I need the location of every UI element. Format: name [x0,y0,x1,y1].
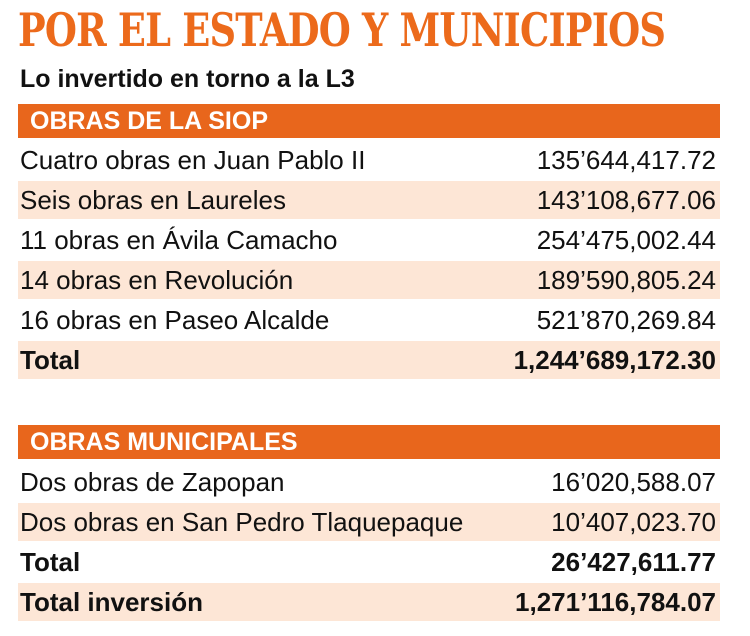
row-label: 16 obras en Paseo Alcalde [20,304,330,335]
page-title: POR EL ESTADO Y MUNICIPIOS [18,3,666,57]
siop-total-row [18,341,720,379]
row-label: Cuatro obras en Juan Pablo II [20,144,366,175]
row-label: Dos obras de Zapopan [20,466,285,497]
section-header-siop: OBRAS DE LA SIOP [18,104,720,138]
total-value: 1,244’689,172.30 [513,344,716,375]
row-value: 143’108,677.06 [536,184,716,215]
table-row [18,261,720,299]
row-value: 189’590,805.24 [536,264,716,295]
table-row [18,463,720,501]
row-value: 135’644,417.72 [536,144,716,175]
total-label: Total [20,344,81,375]
table-row [18,141,720,179]
table-row [18,301,720,339]
row-value: 10’407,023.70 [551,506,716,537]
row-value: 16’020,588.07 [551,466,716,497]
table-row [18,181,720,219]
section-header-municipales: OBRAS MUNICIPALES [18,425,720,459]
total-value: 26’427,611.77 [551,546,716,577]
grand-total-row [18,583,720,621]
subtitle: Lo invertido en torno a la L3 [20,65,355,93]
row-label: Seis obras en Laureles [20,184,286,215]
grand-total-value: 1,271’116,784.07 [515,586,716,617]
municipales-total-row [18,543,720,581]
row-label: Dos obras en San Pedro Tlaquepaque [20,506,464,537]
grand-total-label: Total inversión [20,586,203,617]
total-label: Total [20,546,81,577]
row-label: 14 obras en Revolución [20,264,294,295]
table-row [18,503,720,541]
row-value: 254’475,002.44 [536,224,716,255]
row-label: 11 obras en Ávila Camacho [20,224,338,255]
row-value: 521’870,269.84 [536,304,716,335]
table-row [18,221,720,259]
